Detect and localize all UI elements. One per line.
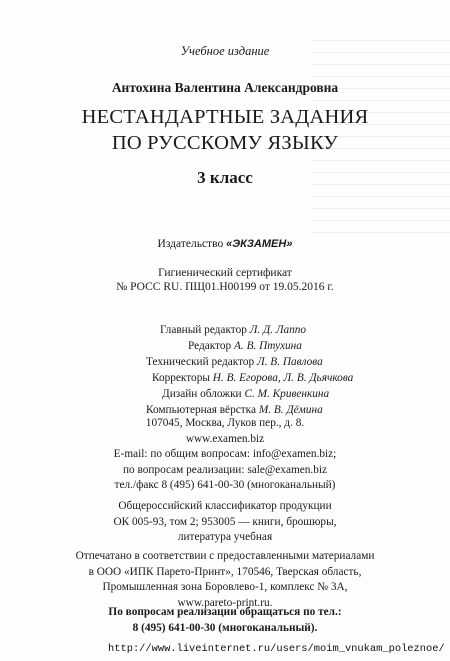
staff-role: Дизайн обложки (162, 388, 242, 400)
author-name: Антохина Валентина Александровна (111, 80, 339, 95)
staff-row (146, 354, 353, 370)
classifier-line: литература учебная (177, 531, 273, 543)
sales-line: По вопросам реализации обращаться по тел.: (108, 606, 342, 618)
publisher-prefix: Издательство (157, 238, 224, 250)
staff-name: Н. В. Егорова, Л. В. Дьячкова (212, 372, 354, 384)
classifier-line: Общероссийский классификатор продукции (118, 500, 332, 512)
staff-name: Л. В. Павлова (257, 356, 323, 368)
email-line: E-mail: по общим вопросам: info@examen.biz; (113, 448, 337, 460)
staff-row (152, 370, 353, 386)
staff-row (160, 322, 353, 338)
printing-line: Промышленная зона Боровлево-1, комплекс № 3А, (102, 581, 348, 593)
staff-list (146, 322, 354, 418)
classifier-block (0, 499, 450, 546)
sales-line: 8 (495) 641-00-30 (многоканальный). (132, 621, 318, 634)
staff-role: Технический редактор (146, 356, 255, 368)
staff-name: А. В. Птухина (234, 340, 302, 352)
staff-role: Редактор (188, 340, 232, 352)
printing-line: www.pareto-print.ru. (177, 596, 273, 609)
staff-role: Компьютерная вёрстка (146, 404, 257, 416)
certificate-number: № РОСС RU. ПЩ01.Н00199 от 19.05.2016 г. (116, 281, 334, 293)
printing-block (0, 549, 450, 611)
staff-name: Л. Д. Лаппо (249, 324, 307, 336)
sales-contact-block (0, 605, 450, 636)
grade-label: 3 класс (197, 168, 253, 187)
website-line: www.examen.biz (185, 432, 265, 445)
staff-name: М. В. Дёмина (258, 404, 323, 416)
publisher-name: «ЭКЗАМЕН» (226, 238, 293, 250)
book-title-line-1: НЕСТАНДАРТНЫЕ ЗАДАНИЯ (81, 106, 369, 128)
printing-line: в ООО «ИПК Парето-Принт», 170546, Тверская область, (88, 565, 362, 578)
edition-type: Учебное издание (180, 44, 270, 58)
classifier-line: ОК 005-93, том 2; 953005 — книги, брошюры, (113, 515, 337, 528)
staff-row (160, 338, 353, 354)
printing-line: Отпечатано в соответствии с предоставленными материалами (75, 550, 375, 562)
source-url: http://www.liveinternet.ru/users/moim_vnukam_poleznoe/ (108, 643, 445, 655)
book-title-line-2: ПО РУССКОМУ ЯЗЫКУ (111, 132, 339, 154)
contacts-block (0, 416, 450, 494)
phone-line: тел./факс 8 (495) 641-00-30 (многоканальный) (114, 479, 336, 491)
certificate-title: Гигиенический сертификат (158, 267, 292, 279)
email-line: по вопросам реализации: sale@examen.biz (122, 463, 328, 476)
staff-role: Корректоры (152, 372, 210, 384)
staff-row (162, 386, 353, 402)
publisher-line (0, 238, 450, 250)
address-line: 107045, Москва, Луков пер., д. 8. (145, 417, 305, 429)
staff-role: Главный редактор (160, 324, 247, 336)
staff-name: С. М. Кривенкина (244, 388, 330, 400)
